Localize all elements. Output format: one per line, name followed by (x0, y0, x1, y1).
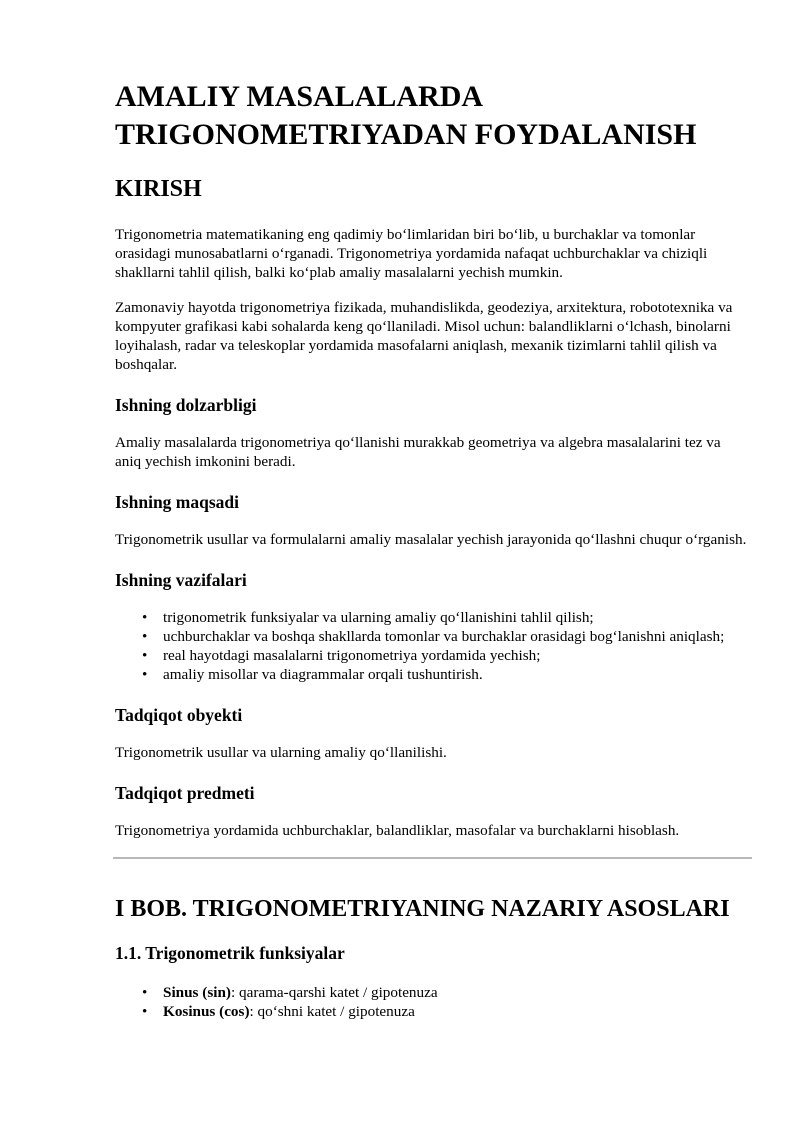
section-heading: 1.1. Trigonometrik funksiyalar (115, 943, 345, 963)
list-item-text: uchburchaklar va boshqa shakllarda tomonlar va burchaklar orasidagi bog‘lanishni aniqlash; (163, 628, 725, 645)
function-definition: : qo‘shni katet / gipotenuza (249, 1003, 415, 1020)
list-item (142, 1002, 750, 1021)
list-item (142, 983, 750, 1002)
goal-text: Trigonometrik usullar va formulalarni amaliy masalalar yechish jarayonida qo‘llashni chuqur o‘rganish. (115, 531, 747, 548)
document-title: AMALIY MASALALARDA TRIGONOMETRIYADAN FOYDALANISH (115, 80, 697, 151)
list-item-text: real hayotdagi masalalarni trigonometriya yordamida yechish; (163, 647, 541, 664)
relevance-heading: Ishning dolzarbligi (115, 395, 257, 415)
intro-heading: KIRISH (115, 176, 202, 202)
horizontal-divider (113, 857, 752, 859)
goal-heading: Ishning maqsadi (115, 492, 240, 512)
list-item (142, 627, 750, 646)
list-item (142, 665, 750, 684)
relevance-text: Amaliy masalalarda trigonometriya qo‘llanishi murakkab geometriya va algebra masalalarini tez va aniq yechish imkonini beradi. (115, 434, 721, 470)
tasks-heading: Ishning vazifalari (115, 570, 247, 590)
functions-list (115, 983, 750, 1021)
bullet-icon: • (142, 984, 148, 1001)
bullet-icon: • (142, 1003, 148, 1020)
document-content (115, 78, 750, 1021)
bullet-icon: • (142, 666, 148, 683)
chapter-heading: I BOB. TRIGONOMETRIYANING NAZARIY ASOSLARI (115, 896, 730, 922)
function-term: Kosinus (cos) (163, 1003, 250, 1020)
object-text: Trigonometrik usullar va ularning amaliy qo‘llanilishi. (115, 744, 447, 761)
bullet-icon: • (142, 647, 148, 664)
function-definition: : qarama-qarshi katet / gipotenuza (230, 984, 438, 1001)
intro-paragraph-2: Zamonaviy hayotda trigonometriya fizikada, muhandislikda, geodeziya, arxitektura, robototexnika va kompyuter grafikasi kabi sohalarda keng qo‘llaniladi. Misol uchun: balandliklarni o‘lchash, binolarni loyihalash, radar va teleskoplar yordamida masofalarni aniqlash, mexanik tizimlarni tahlil qilish va boshqalar. (115, 299, 733, 373)
subject-heading: Tadqiqot predmeti (115, 783, 255, 803)
list-item (142, 608, 750, 627)
function-term: Sinus (sin) (163, 984, 231, 1001)
bullet-icon: • (142, 628, 148, 645)
bullet-icon: • (142, 609, 148, 626)
list-item (142, 646, 750, 665)
list-item-text: amaliy misollar va diagrammalar orqali tushuntirish. (163, 666, 483, 683)
intro-paragraph-1: Trigonometria matematikaning eng qadimiy bo‘limlaridan biri bo‘lib, u burchaklar va tomonlar orasidagi munosabatlarni o‘rganadi. Trigonometriya yordamida nafaqat uchburchaklar va chiziqli shakllarni tahlil qilish, balki ko‘plab amaliy masalalarni yechish mumkin. (115, 226, 708, 281)
subject-text: Trigonometriya yordamida uchburchaklar, balandliklar, masofalar va burchaklarni hisoblash. (115, 822, 680, 839)
list-item-text: trigonometrik funksiyalar va ularning amaliy qo‘llanishini tahlil qilish; (163, 609, 594, 626)
object-heading: Tadqiqot obyekti (115, 705, 243, 725)
tasks-list (115, 608, 750, 684)
